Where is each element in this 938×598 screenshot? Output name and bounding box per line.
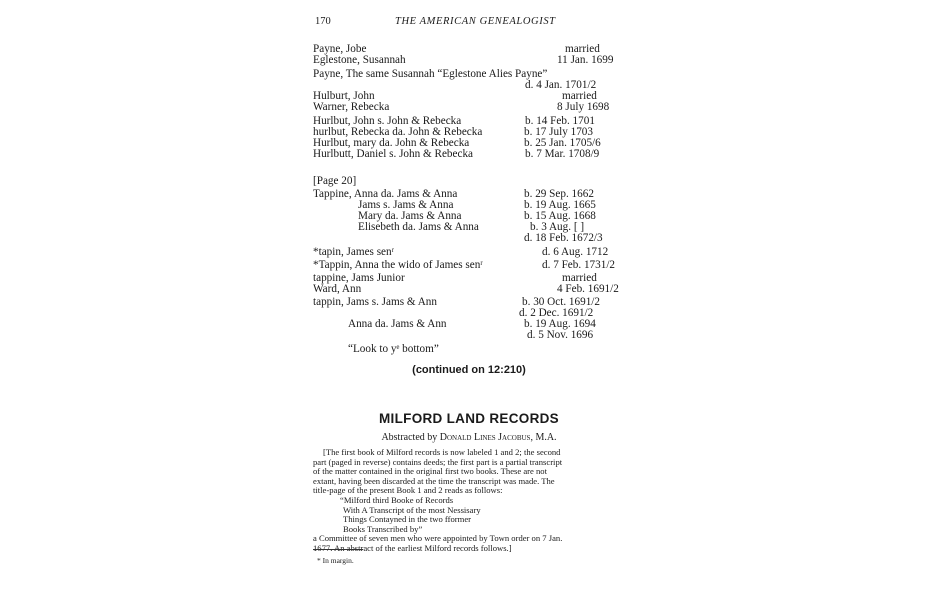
running-header: THE AMERICAN GENEALOGIST xyxy=(395,16,556,27)
record-date: b. 3 Aug. [ ] xyxy=(530,221,585,233)
record-date: b. 30 Oct. 1691/2 xyxy=(522,296,600,308)
record-date: b. 25 Jan. 1705/6 xyxy=(524,137,601,149)
record-row xyxy=(0,329,938,341)
record-row xyxy=(0,101,938,113)
record-date: 4 Feb. 1691/2 xyxy=(557,283,619,295)
intro-line: of the matter contained in the original first two books. These are not xyxy=(313,466,547,477)
record-date: b. 17 July 1703 xyxy=(524,126,593,138)
record-name: Eglestone, Susannah xyxy=(313,54,406,66)
record-date: d. 4 Jan. 1701/2 xyxy=(525,79,597,91)
record-date: b. 7 Mar. 1708/9 xyxy=(525,148,600,160)
intro-line: 1677. An abstract of the earliest Milford records follows.] xyxy=(313,542,512,553)
record-name: hurlbut, Rebecka da. John & Rebecka xyxy=(313,126,483,138)
footnote: * In margin. xyxy=(317,556,354,565)
record-row xyxy=(0,259,938,271)
record-date: b. 14 Feb. 1701 xyxy=(525,115,595,127)
record-name: *tapin, James senʳ xyxy=(313,246,395,258)
record-name: Tappine, Anna da. Jams & Anna xyxy=(313,188,458,200)
record-row xyxy=(0,343,938,355)
record-date: b. 19 Aug. 1665 xyxy=(524,199,596,211)
record-date: married xyxy=(565,43,600,55)
byline-author: Donald Lines Jacobus xyxy=(439,432,531,443)
record-name: “Look to yᵉ bottom” xyxy=(348,343,439,355)
intro-line: Things Contayned in the two fformer xyxy=(343,514,472,525)
record-name: Ward, Ann xyxy=(313,283,362,295)
record-name: Warner, Rebecka xyxy=(313,101,390,113)
record-row xyxy=(0,283,938,295)
record-name: Jams s. Jams & Anna xyxy=(358,199,454,211)
record-date: b. 29 Sep. 1662 xyxy=(524,188,594,200)
section-title: MILFORD LAND RECORDS xyxy=(379,411,559,426)
intro-line: Books Transcribed by” xyxy=(343,523,423,534)
intro-line: extant, having been discarded at the time the transcript was made. The xyxy=(313,475,555,486)
record-name: Hulburt, John xyxy=(313,90,375,102)
record-name: Payne, Jobe xyxy=(313,43,367,55)
continued-note: (continued on 12:210) xyxy=(412,364,526,376)
record-date: d. 7 Feb. 1731/2 xyxy=(542,259,616,271)
record-name: Elisebeth da. Jams & Anna xyxy=(358,221,479,233)
byline-suffix: , M.A. xyxy=(530,432,557,443)
record-date: d. 18 Feb. 1672/3 xyxy=(524,232,603,244)
record-row xyxy=(0,246,938,258)
record-name: *Tappin, Anna the wido of James senʳ xyxy=(313,259,483,271)
record-date: d. 5 Nov. 1696 xyxy=(527,329,594,341)
record-row xyxy=(0,175,938,187)
record-date: married xyxy=(562,272,597,284)
intro-line: [The first book of Milford records is now labeled 1 and 2; the second xyxy=(323,447,561,457)
record-date: b. 15 Aug. 1668 xyxy=(524,210,596,222)
record-date: d. 6 Aug. 1712 xyxy=(542,246,609,258)
record-name: Hurlbut, John s. John & Rebecka xyxy=(313,115,462,127)
byline-prefix: Abstracted by xyxy=(381,432,440,443)
intro-line: With A Transcript of the most Nessisary xyxy=(343,504,481,515)
record-name: Hurlbut, mary da. John & Rebecka xyxy=(313,137,470,149)
record-name: Hurlbutt, Daniel s. John & Rebecka xyxy=(313,148,474,160)
intro-paragraph xyxy=(313,448,625,554)
record-date: b. 19 Aug. 1694 xyxy=(524,318,596,330)
record-name: Payne, The same Susannah “Eglestone Alies Payne” xyxy=(313,68,548,80)
record-name: Mary da. Jams & Anna xyxy=(358,210,462,222)
page-number: 170 xyxy=(315,16,331,27)
intro-line: a Committee of seven men who were appointed by Town order on 7 Jan. xyxy=(313,533,563,544)
record-name: [Page 20] xyxy=(313,175,357,187)
record-date: 8 July 1698 xyxy=(557,101,610,113)
record-row xyxy=(0,54,938,66)
intro-line: “Milford third Booke of Records xyxy=(340,494,454,505)
intro-line: title-page of the present Book 1 and 2 reads as follows: xyxy=(313,485,503,496)
record-name: tappine, Jams Junior xyxy=(313,272,405,284)
record-name: Anna da. Jams & Ann xyxy=(348,318,447,330)
record-date: married xyxy=(562,90,597,102)
footnote-rule xyxy=(313,549,363,550)
record-date: 11 Jan. 1699 xyxy=(557,54,614,66)
record-row xyxy=(0,232,938,244)
record-name: tappin, Jams s. Jams & Ann xyxy=(313,296,437,308)
record-row xyxy=(0,148,938,160)
byline xyxy=(0,432,938,443)
intro-line: part (paged in reverse) contains deeds; the first part is a partial transcript xyxy=(313,456,563,467)
record-date: d. 2 Dec. 1691/2 xyxy=(519,307,594,319)
